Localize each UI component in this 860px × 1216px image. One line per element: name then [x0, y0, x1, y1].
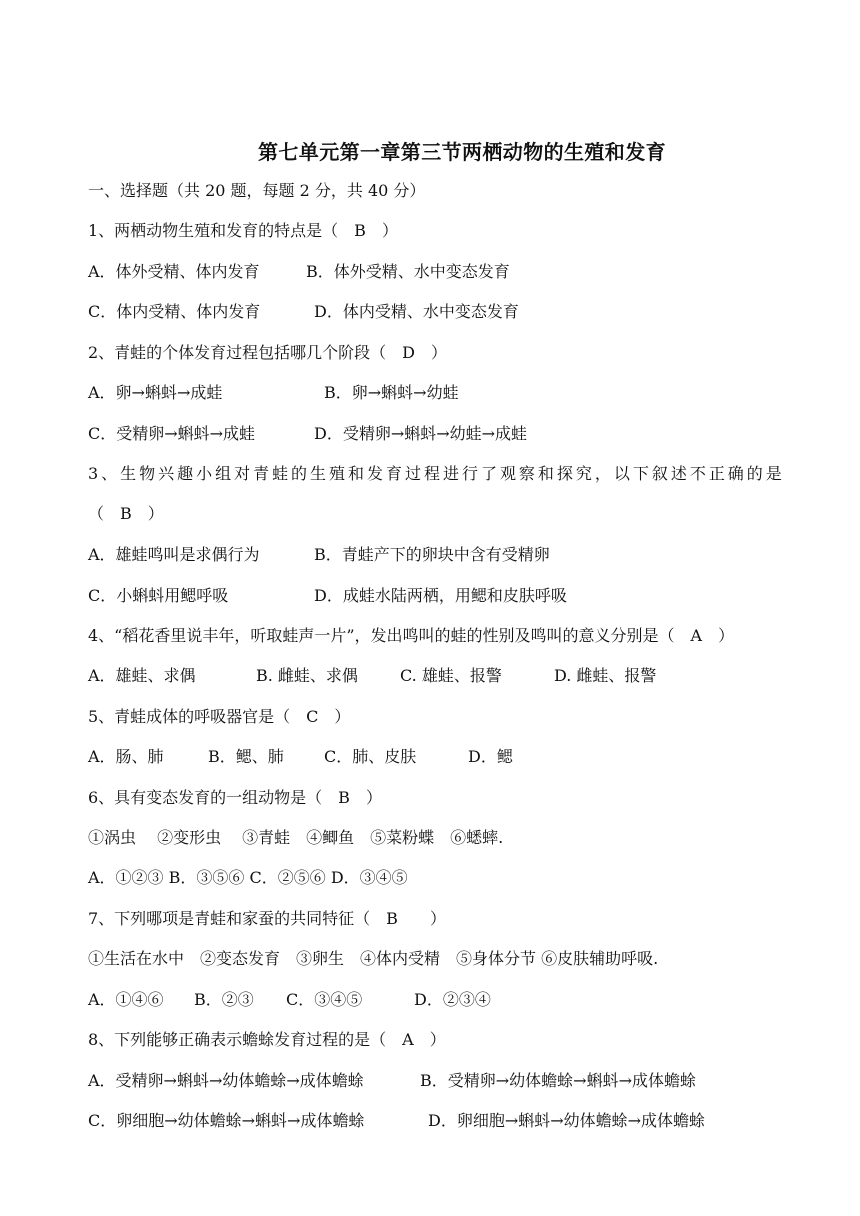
- question-6-stem: 6、具有变态发育的一组动物是（ B ）: [88, 788, 382, 807]
- question-4-option-c: C. 雄蛙、报警: [400, 666, 502, 685]
- question-8-option-a: A．受精卵→蝌蚪→幼体蟾蜍→成体蟾蜍: [88, 1071, 364, 1090]
- question-3-option-d: D．成蛙水陆两栖，用鳃和皮肤呼吸: [314, 586, 567, 605]
- question-5-option-b: B．鳃、肺: [208, 747, 284, 766]
- question-1-option-a: A．体外受精、体内发育: [88, 262, 260, 281]
- question-2-stem: 2、青蛙的个体发育过程包括哪几个阶段（ D ）: [88, 343, 448, 362]
- question-7-option-a: A．①④⑥: [88, 990, 164, 1009]
- question-6-options: A．①②③ B．③⑤⑥ C．②⑤⑥ D．③④⑤: [88, 868, 408, 887]
- question-7-option-d: D．②③④: [414, 990, 491, 1009]
- document-title: 第七单元第一章第三节两栖动物的生殖和发育: [258, 140, 666, 164]
- question-2-option-a: A．卵→蝌蚪→成蛙: [88, 383, 223, 402]
- question-1-option-b: B．体外受精、水中变态发育: [306, 262, 510, 281]
- question-5-option-a: A．肠、肺: [88, 747, 164, 766]
- question-2-option-c: C．受精卵→蝌蚪→成蛙: [88, 424, 256, 443]
- question-3-stem: 3、生物兴趣小组对青蛙的生殖和发育过程进行了观察和探究，以下叙述不正确的是: [88, 464, 782, 483]
- question-3-option-c: C．小蝌蚪用鳃呼吸: [88, 586, 229, 605]
- question-3-option-a: A．雄蛙鸣叫是求偶行为: [88, 545, 260, 564]
- question-7-items: ①生活在水中 ②变态发育 ③卵生 ④体内受精 ⑤身体分节 ⑥皮肤辅助呼吸.: [88, 949, 659, 968]
- question-5-stem: 5、青蛙成体的呼吸器官是（ C ）: [88, 707, 351, 726]
- question-2-option-d: D．受精卵→蝌蚪→幼蛙→成蛙: [314, 424, 528, 443]
- question-1-stem: 1、两栖动物生殖和发育的特点是（ B ）: [88, 221, 398, 240]
- question-3-option-b: B．青蛙产下的卵块中含有受精卵: [314, 545, 550, 564]
- question-7-option-b: B．②③: [194, 990, 254, 1009]
- question-7-stem: 7、下列哪项是青蛙和家蚕的共同特征（ B ）: [88, 909, 446, 928]
- question-4-option-d: D. 雌蛙、报警: [554, 666, 657, 685]
- question-1-option-d: D．体内受精、水中变态发育: [314, 302, 519, 321]
- question-8-option-d: D．卵细胞→蝌蚪→幼体蟾蜍→成体蟾蜍: [428, 1111, 706, 1130]
- question-8-stem: 8、下列能够正确表示蟾蜍发育过程的是（ A ）: [88, 1030, 446, 1049]
- section-header: 一、选择题（共 20 题，每题 2 分，共 40 分）: [88, 181, 426, 200]
- question-8-option-c: C．卵细胞→幼体蟾蜍→蝌蚪→成体蟾蜍: [88, 1111, 365, 1130]
- question-5-option-d: D．鳃: [468, 747, 513, 766]
- question-5-option-c: C．肺、皮肤: [324, 747, 417, 766]
- question-4-option-b: B. 雌蛙、求偶: [256, 666, 358, 685]
- question-3-stem-continued: （ B ）: [88, 504, 164, 523]
- question-4-option-a: A．雄蛙、求偶: [88, 666, 196, 685]
- question-7-option-c: C．③④⑤: [286, 990, 363, 1009]
- question-4-stem: 4、“稻花香里说丰年，听取蛙声一片”，发出鸣叫的蛙的性别及鸣叫的意义分别是（ A ）: [88, 626, 735, 645]
- question-8-option-b: B．受精卵→幼体蟾蜍→蝌蚪→成体蟾蜍: [420, 1071, 696, 1090]
- question-2-option-b: B．卵→蝌蚪→幼蛙: [324, 383, 459, 402]
- question-1-option-c: C．体内受精、体内发育: [88, 302, 261, 321]
- question-6-items: ①涡虫 ②变形虫 ③青蛙 ④鲫鱼 ⑤菜粉蝶 ⑥蟋蟀.: [88, 828, 504, 847]
